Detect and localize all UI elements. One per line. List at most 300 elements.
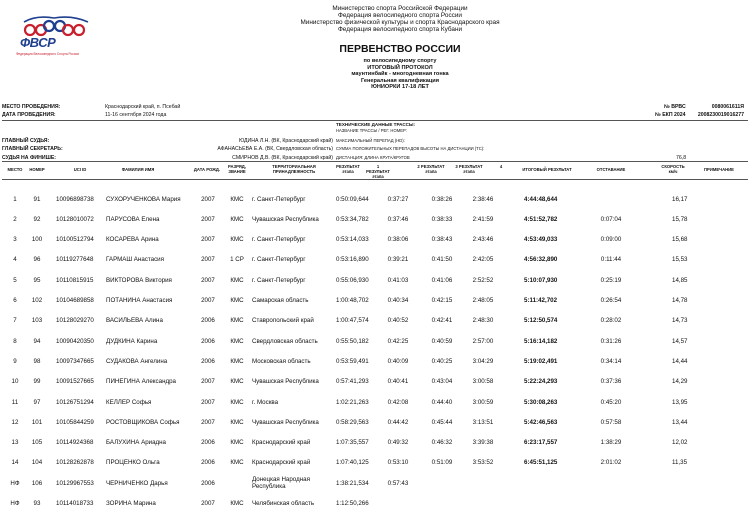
cell-stage-1: 1:00:47,574 [336,317,369,325]
cell-region: г. Санкт-Петербург [252,256,306,264]
table-row [0,209,750,229]
cell-uci: 10091527665 [56,378,94,386]
cell-speed: 15,68 [672,236,688,244]
col-uci: UCI ID [73,167,87,172]
cell-stage-4: 2:52:52 [472,276,494,284]
cell-region: Чувашская Республика [252,215,319,223]
cell-final-result: 5:11:42,702 [524,297,558,304]
cell-place: 1 [13,195,17,203]
col-stage-1-num [366,164,390,179]
cell-birth-year: 2006 [201,337,215,345]
cell-region: г. Санкт-Петербург [252,236,306,244]
cell-number: 101 [31,418,43,426]
cell-final-result: 5:16:14,182 [524,337,558,345]
table-row [0,270,750,290]
cell-number: 98 [33,357,41,365]
table-row [0,453,750,473]
cell-speed: 14,78 [672,297,688,304]
cell-stage-4 [468,494,498,514]
cell-final-result: 5:42:46,563 [524,418,558,426]
cell-stage-1: 1:02:21,263 [336,398,369,406]
cell-final-result: 4:53:49,033 [524,236,558,244]
cell-final-result [524,494,570,514]
cell-region: Чувашская Республика [252,378,319,386]
cell-rank: КМС [230,195,244,203]
cell-rank: КМС [230,398,244,406]
subtitle [250,58,550,91]
cell-gap: 0:09:00 [600,236,622,244]
cell-stage-3: 0:42:15 [431,297,453,304]
cell-number: 102 [31,297,43,304]
cell-place: 11 [11,398,19,406]
cell-rank [226,473,248,493]
col-name: ФАМИЛИЯ ИМЯ [121,167,155,172]
cell-stage-4: 3:39:38 [472,439,494,447]
cell-stage-1: 1:00:48,702 [336,297,369,304]
cell-place: 12 [11,418,19,426]
cell-stage-4: 3:00:58 [472,378,494,386]
organizer-line: Министерство физической культуры и спорта Краснодарского края [300,19,500,26]
cell-speed: 15,78 [672,215,688,223]
cell-athlete-name: КЕЛЛЕР Софья [106,398,152,406]
cell-stage-4: 2:48:05 [472,297,494,304]
venue-value: Краснодарский край, п. Псебай [105,104,181,110]
cell-speed: 16,17 [672,195,688,203]
cell-region: Челябинская область [252,500,315,507]
col-stage-2 [416,164,446,174]
col-stage-3 [454,164,484,174]
cell-stage-3 [427,494,457,514]
cell-final-result: 5:30:08,263 [524,398,558,406]
organizer-line: Министерство спорта Российской Федерации [332,5,468,12]
cell-stage-2: 0:42:25 [387,337,409,345]
cell-place: 9 [13,357,17,365]
official-label: ГЛАВНЫЙ СУДЬЯ: [2,138,50,144]
cell-gap: 0:37:36 [600,378,622,386]
cell-stage-3: 0:42:41 [431,317,453,325]
official-label: СУДЬЯ НА ФИНИШЕ: [2,155,57,161]
cell-place: 8 [13,337,17,345]
page-title: ПЕРВЕНСТВО РОССИИ [339,43,461,55]
cell-place: 10 [11,378,19,386]
cell-gap [596,189,626,209]
table-row [0,372,750,392]
cell-speed: 13,44 [672,418,688,426]
cell-final-result: 6:23:17,557 [524,439,558,447]
speed-label: СКОРОСТЬ [661,164,685,169]
cell-place: 7 [13,317,17,325]
cell-final-result: 5:19:02,491 [524,357,558,365]
divider [2,179,748,180]
cell-stage-3: 0:51:09 [431,459,453,467]
col-gap: ОТСТАВАНИЕ [596,167,626,172]
cell-region: г. Москва [252,398,279,406]
cell-place: 3 [13,236,17,244]
cell-stage-1: 0:50:09,644 [336,195,369,203]
cell-athlete-name: ВАСИЛЬЕВА Алина [106,317,163,325]
cell-birth-year: 2007 [201,418,215,426]
cell-stage-3: 0:38:33 [431,215,453,223]
cell-rank: КМС [230,215,244,223]
cell-final-result [524,473,570,493]
cell-uci: 10129967553 [56,479,94,487]
cell-gap: 0:34:14 [600,357,622,365]
official-name: АФАНАСЬЕВА Е.А. (ВК, Свердловская область) [217,146,333,152]
cell-gap: 0:57:58 [600,418,622,426]
cell-place: 13 [11,439,19,447]
stage-word: этапа [425,169,437,174]
cell-stage-3: 0:41:50 [431,256,453,264]
cell-gap: 0:25:19 [600,276,622,284]
cell-place: НФ [10,500,20,507]
cell-speed [672,473,696,493]
cell-birth-year: 2007 [201,236,215,244]
cell-place: 14 [11,459,19,467]
cell-uci: 10128262878 [56,459,94,467]
cell-region: Самарская область [252,297,309,304]
cell-athlete-name: ВИКТОРОВА Виктория [106,276,172,284]
cell-number: 104 [31,459,43,467]
cell-stage-2: 0:37:46 [387,215,409,223]
vrvs-value: 0080061611Я [711,104,744,110]
cell-number: 94 [33,337,41,345]
cell-stage-3: 0:40:59 [431,337,453,345]
cell-stage-1: 0:53:59,491 [336,357,369,365]
table-row [0,291,750,311]
result-label: РЕЗУЛЬТАТ [420,164,445,169]
cell-region: Краснодарский край [252,439,311,447]
cell-speed: 14,57 [672,337,688,345]
cell-stage-3: 0:38:43 [431,236,453,244]
cell-number: 106 [31,479,43,487]
cell-gap: 0:07:04 [600,215,622,223]
cell-speed: 12,02 [672,439,688,447]
cell-uci: 10114018733 [56,500,94,507]
speed-unit: км/ч [668,169,678,174]
subtitle-line: Генеральная квалификация [361,77,439,84]
cell-stage-4: 3:53:52 [472,459,494,467]
cell-stage-1: 1:38:21,534 [336,479,369,487]
cell-birth-year: 2006 [201,459,215,467]
ekp-value: 2008230019016277 [697,112,744,118]
cell-gap: 0:45:20 [600,398,622,406]
logo-text: ФВСР [20,35,56,50]
cell-stage-4: 3:00:59 [472,398,494,406]
cell-final-result: 5:10:07,930 [524,276,558,284]
cell-athlete-name: ЗОРИНА Марина [106,500,156,507]
cell-region: Краснодарский край [252,459,311,467]
cell-uci: 10096898738 [56,195,94,203]
col-number: НОМЕР [29,167,45,172]
cell-region: Донецкая Народная Республика [252,476,310,491]
cell-birth-year: 2007 [201,256,215,264]
cell-place: НФ [10,479,20,487]
table-row [0,412,750,432]
tech-line: ДИСТАНЦИЯ: ДЛИНА КРУГА/КРУГОВ [336,155,410,160]
organizer-line: Федерация велосипедного спорта России [338,12,462,19]
stage-word: этапа [342,169,354,174]
table-row [0,311,750,331]
cell-gap [596,473,626,493]
tech-line: НАЗВАНИЕ ТРАССЫ / РЕГ. НОМЕР: [336,128,407,133]
venue-label: МЕСТО ПРОВЕДЕНИЯ: [2,104,61,110]
table-row [0,250,750,270]
col-final: ИТОГОВЫЙ РЕЗУЛЬТАТ [522,167,572,172]
cell-rank: 1 СР [230,256,244,264]
cell-stage-3: 0:40:25 [431,357,453,365]
subtitle-line: по велосипедному спорту [363,58,437,64]
cell-number: 93 [33,500,41,507]
col-place: МЕСТО [7,167,23,172]
cell-final-result: 5:22:24,293 [524,378,558,386]
col-rank: РАЗРЯД, ЗВАНИЕ [228,164,246,174]
cell-rank: КМС [230,500,244,507]
cell-final-result: 5:12:50,574 [524,317,558,325]
cell-athlete-name: ПАРУСОВА Елена [106,215,160,223]
cell-stage-4: 2:41:59 [472,215,494,223]
cell-stage-2: 0:37:27 [387,195,409,203]
cell-speed: 14,44 [672,357,688,365]
cell-stage-2: 0:40:34 [387,297,409,304]
cell-gap: 2:01:02 [600,459,622,467]
cell-final-result: 4:56:32,890 [524,256,558,264]
cell-athlete-name: ПИНЕГИНА Александра [106,378,177,386]
table-row [0,230,750,250]
subtitle-line: маунтинбайк - многодневная гонка [351,71,449,77]
cell-birth-year: 2006 [201,317,215,325]
cell-stage-1: 1:07:40,125 [336,459,369,467]
cell-region: Ставропольский край [252,317,314,325]
table-row [0,331,750,351]
cell-uci: 10097347665 [56,357,94,365]
cell-stage-1: 0:57:41,293 [336,378,369,386]
cell-speed: 11,35 [672,459,688,467]
cell-athlete-name: БАЛУХИНА Ариадна [106,439,167,447]
cell-birth-year: 2007 [201,215,215,223]
cell-rank: КМС [230,439,244,447]
cell-rank: КМС [230,236,244,244]
cell-rank: КМС [230,337,244,345]
cell-stage-4: 2:38:46 [472,195,494,203]
cell-uci: 10119277648 [56,256,94,264]
table-row [0,473,750,493]
cell-athlete-name: ЧЕРНИЧЕНКО Дарья [106,479,168,487]
cell-birth-year: 2007 [201,398,215,406]
cell-number: 97 [33,398,41,406]
cell-stage-2: 0:40:52 [387,317,409,325]
cell-stage-3: 0:41:06 [431,276,453,284]
cell-speed: 14,85 [672,276,688,284]
cell-stage-1: 1:07:35,557 [336,439,369,447]
date-label: ДАТА ПРОВЕДЕНИЯ: [2,112,56,118]
official-label: ГЛАВНЫЙ СЕКРЕТАРЬ: [2,146,63,152]
cell-stage-1: 1:12:50,266 [336,500,369,507]
cell-stage-3: 0:43:04 [431,378,453,386]
cell-stage-2: 0:40:41 [387,378,409,386]
cell-athlete-name: ПОТАНИНА Анастасия [106,297,173,304]
cell-birth-year: 2007 [201,297,215,304]
cell-athlete-name: СУХОРУЧЕНКОВА Мария [106,195,181,203]
cell-final-result: 4:44:48,644 [524,195,558,203]
vrvs-label: № ВРВС [664,104,686,110]
cell-stage-4: 2:57:00 [472,337,494,345]
cell-place: 4 [13,256,17,264]
cell-uci: 10100512794 [56,236,94,244]
cell-athlete-name: КОСАРЕВА Арина [106,236,159,244]
cell-birth-year: 2006 [201,357,215,365]
subtitle-line: ИТОГОВЫЙ ПРОТОКОЛ [367,64,433,71]
col-stage-4: 4 [499,164,503,169]
cell-gap [596,494,626,514]
tech-line: МАКСИМАЛЬНЫЙ ПЕРЕПАД (НD): [336,138,405,143]
cell-uci: 10110815915 [56,276,94,284]
table-row [0,494,750,514]
cell-stage-2: 0:44:42 [387,418,409,426]
tech-title: ТЕХНИЧЕСКИЕ ДАННЫЕ ТРАССЫ: [336,122,416,127]
cell-final-result: 4:51:52,782 [524,215,558,223]
cell-stage-4: 2:43:46 [472,236,494,244]
cell-athlete-name: ДУДКИНА Карина [106,337,158,345]
cell-stage-2: 0:39:21 [387,256,409,264]
cell-gap: 0:26:54 [600,297,622,304]
cell-number: 96 [33,256,41,264]
organizers [200,5,600,33]
cell-stage-3: 0:44:40 [431,398,453,406]
cell-rank: КМС [230,418,244,426]
cell-rank: КМС [230,297,244,304]
cell-stage-4: 2:48:30 [472,317,494,325]
cell-stage-1: 0:53:14,033 [336,236,369,244]
cell-stage-1: 0:58:29,563 [336,418,369,426]
cell-rank: КМС [230,459,244,467]
cell-number: 105 [31,439,43,447]
cell-stage-4: 3:04:29 [472,357,494,365]
cell-stage-2 [383,494,413,514]
cell-place: 5 [13,276,17,284]
cell-athlete-name: ПРОЦЕНКО Ольга [106,459,160,467]
cell-stage-3: 0:38:26 [431,195,453,203]
result-label: РЕЗУЛЬТАТ [458,164,483,169]
cell-stage-2: 0:38:06 [387,236,409,244]
cell-rank: КМС [230,378,244,386]
cell-place: 6 [13,297,17,304]
cell-birth-year: 2007 [201,195,215,203]
cell-stage-2: 0:40:09 [387,357,409,365]
cell-stage-2: 0:42:08 [387,398,409,406]
cell-uci: 10128010072 [56,215,94,223]
cell-region: г. Санкт-Петербург [252,195,306,203]
cell-stage-1: 0:53:16,890 [336,256,369,264]
stage-number: 3 [455,164,458,169]
ekp-label: № ЕКП 2024 [655,112,686,118]
cell-stage-2: 0:57:43 [387,479,409,487]
cell-athlete-name: РОСТОВЩИКОВА Софья [106,418,180,426]
divider [2,161,748,162]
cell-stage-2: 0:49:32 [387,439,409,447]
cell-birth-year: 2006 [201,439,215,447]
cell-uci: 10090420350 [56,337,94,345]
cell-region: Свердловская область [252,337,318,345]
cell-stage-2: 0:41:03 [387,276,409,284]
cell-rank: КМС [230,357,244,365]
stage-number: 2 [417,164,420,169]
cell-speed: 13,95 [672,398,688,406]
col-note: ПРИМЕЧАНИЕ [704,167,734,172]
cell-place: 2 [13,215,17,223]
cell-uci: 10105844259 [56,418,94,426]
result-label: РЕЗУЛЬТАТ [336,164,360,169]
table-row [0,189,750,209]
cell-speed: 15,53 [672,256,688,264]
cell-region: г. Санкт-Петербург [252,276,306,284]
cell-birth-year: 2007 [201,378,215,386]
organizer-line: Федерация велосипедного спорта Кубани [337,26,463,33]
cell-gap: 0:31:26 [600,337,622,345]
cell-speed: 14,73 [672,317,688,325]
cell-speed: 14,29 [672,378,688,386]
cell-rank: КМС [230,317,244,325]
col-speed [660,164,686,174]
cell-uci: 10104689858 [56,297,94,304]
cell-stage-3 [427,473,457,493]
official-name: ЮДИНА Л.Н. (ВК, Краснодарский край) [238,138,333,144]
cell-number: 95 [33,276,41,284]
cell-region: Московская область [252,357,311,365]
cell-uci: 10114924368 [56,439,94,447]
cell-number: 92 [33,215,41,223]
table-row [0,351,750,371]
result-label: РЕЗУЛЬТАТ [366,169,390,174]
cell-uci: 10126751294 [56,398,94,406]
cell-number: 103 [31,317,43,325]
cell-gap: 1:38:29 [600,439,622,447]
cell-birth-year: 2006 [201,479,215,487]
cell-stage-3: 0:45:44 [431,418,453,426]
table-row [0,433,750,453]
stage-word: этапа [372,174,384,179]
cell-number: 99 [33,378,41,386]
cell-stage-2: 0:53:10 [387,459,409,467]
cell-gap: 0:28:02 [600,317,622,325]
cell-stage-4 [468,473,498,493]
cell-stage-1: 0:55:06,930 [336,276,369,284]
col-dob: ДАТА РОЖД. [193,167,221,172]
col-stage-1 [334,164,362,174]
stage-number: 1 [376,164,380,169]
cell-number: 91 [33,195,41,203]
cell-final-result: 6:45:51,125 [524,459,558,467]
cell-number: 100 [31,236,43,244]
official-name: СМИРНОВ Д.В. (ВК, Краснодарский край) [232,155,333,161]
col-region: ТЕРРИТОРИАЛЬНАЯ ПРИНАДЛЕЖНОСТЬ [272,164,316,174]
cell-stage-3: 0:46:32 [431,439,453,447]
cell-stage-4: 3:13:51 [472,418,494,426]
cell-region: Чувашская Республика [252,418,319,426]
stage-word: этапа [463,169,475,174]
cell-stage-4: 2:42:05 [472,256,494,264]
cell-rank: КМС [230,276,244,284]
logo-caption: Федерация Велосипедного Спорта России [16,52,80,56]
cell-uci: 10128029270 [56,317,94,325]
cell-speed [672,494,696,514]
tech-line: СУММА ПОЛОЖИТЕЛЬНЫХ ПЕРЕПАДОВ ВЫСОТЫ НА ДИСТАНЦИИ (ТС): [336,146,485,151]
table-row [0,392,750,412]
cell-athlete-name: ГАРМАШ Анастасия [106,256,164,264]
cell-birth-year: 2007 [201,276,215,284]
cell-stage-1: 0:55:50,182 [336,337,369,345]
subtitle-line: ЮНИОРКИ 17-18 ЛЕТ [371,84,429,90]
date-value: 11-16 сентября 2024 года [105,112,167,118]
